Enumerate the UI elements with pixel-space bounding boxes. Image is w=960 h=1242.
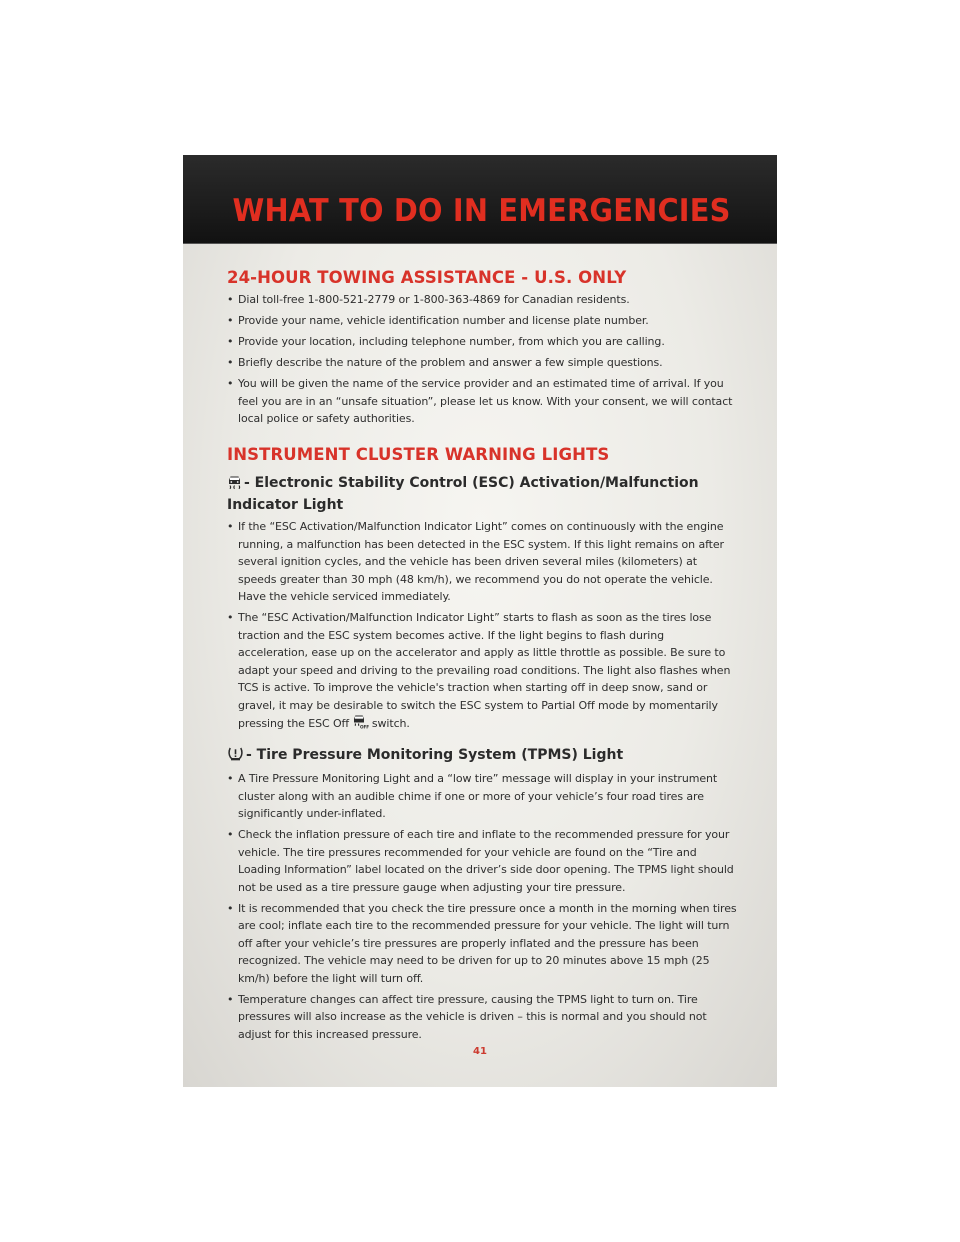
list-item: • A Tire Pressure Monitoring Light and a “low tire” message will display in your instrument cluster along with an audible chime if one or more of your vehicle’s four road tires are significantly under-inflated. (227, 770, 737, 823)
page-number: 41 (473, 1046, 487, 1057)
list-item: • Briefly describe the nature of the problem and answer a few simple questions. (227, 354, 737, 372)
tire-pressure-icon (227, 746, 244, 767)
towing-list (227, 291, 737, 428)
esc-skid-car-icon (227, 474, 242, 495)
header-bar (183, 155, 777, 244)
list-item: • Temperature changes can affect tire pressure, causing the TPMS light to turn on. Tire pressures will also increase as the vehicle is driven – this is normal and you should not adjust for this increased pressure. (227, 991, 737, 1044)
esc-subheading (227, 473, 737, 515)
list-item: • If the “ESC Activation/Malfunction Indicator Light” comes on continuously with the engine running, a malfunction has been detected in the ESC system. If this light remains on after several ignition cycles, and the vehicle has been driven several miles (kilometers) at speeds greater than 30 mph (48 km/h), we recommend you do not operate the vehicle. Have the vehicle serviced immediately. (227, 518, 737, 606)
esc-item-text-end: switch. (371, 717, 410, 730)
esc-off-icon-label: OFF (360, 724, 370, 730)
esc-list (227, 518, 737, 735)
list-item: • You will be given the name of the service provider and an estimated time of arrival. If you feel you are in an “unsafe situation”, please let us know. With your consent, we will contact local police or safety authorities. (227, 375, 737, 428)
tpms-list (227, 770, 737, 1043)
esc-off-icon (352, 714, 370, 735)
tpms-subheading-text: - Tire Pressure Monitoring System (TPMS) Light (246, 746, 624, 763)
manual-page (183, 155, 777, 1087)
list-item (227, 609, 737, 735)
list-item: • Dial toll-free 1-800-521-2779 or 1-800-363-4869 for Canadian residents. (227, 291, 737, 309)
esc-item-text: The “ESC Activation/Malfunction Indicator Light” starts to flash as soon as the tires lose traction and the ESC system becomes active. If the light begins to flash during acceleration, ease up on the accelerator and apply as little throttle as possible. Be sure to adapt your speed and driving to the prevailing road conditions. The light also flashes when TCS is active. To improve the vehicle's traction when starting off in deep snow, sand or gravel, it may be desirable to switch the ESC system to Partial Off mode by momentarily pressing the ESC Off (238, 611, 731, 730)
towing-heading: 24-HOUR TOWING ASSISTANCE - U.S. ONLY (227, 268, 627, 287)
list-item: • Provide your name, vehicle identification number and license plate number. (227, 312, 737, 330)
page-content (227, 268, 737, 1043)
list-item: • It is recommended that you check the tire pressure once a month in the morning when tires are cool; inflate each tire to the recommended pressure for your vehicle. The light will turn off after your vehicle’s tire pressures are properly inflated and the pressure has been recognized. The vehicle may need to be driven for up to 20 minutes above 15 mph (25 km/h) before the light will turn off. (227, 900, 737, 988)
list-item: • Check the inflation pressure of each tire and inflate to the recommended pressure for your vehicle. The tire pressures recommended for your vehicle are found on the “Tire and Loading Information” label located on the driver’s side door opening. The TPMS light should not be used as a tire pressure gauge when adjusting your tire pressure. (227, 826, 737, 896)
warning-lights-heading: INSTRUMENT CLUSTER WARNING LIGHTS (227, 444, 610, 464)
page-title: WHAT TO DO IN EMERGENCIES (232, 193, 731, 229)
esc-subheading-text: - Electronic Stability Control (ESC) Activation/Malfunction Indicator Light (227, 474, 699, 513)
tpms-subheading (227, 745, 737, 767)
list-item: • Provide your location, including telephone number, from which you are calling. (227, 333, 737, 351)
